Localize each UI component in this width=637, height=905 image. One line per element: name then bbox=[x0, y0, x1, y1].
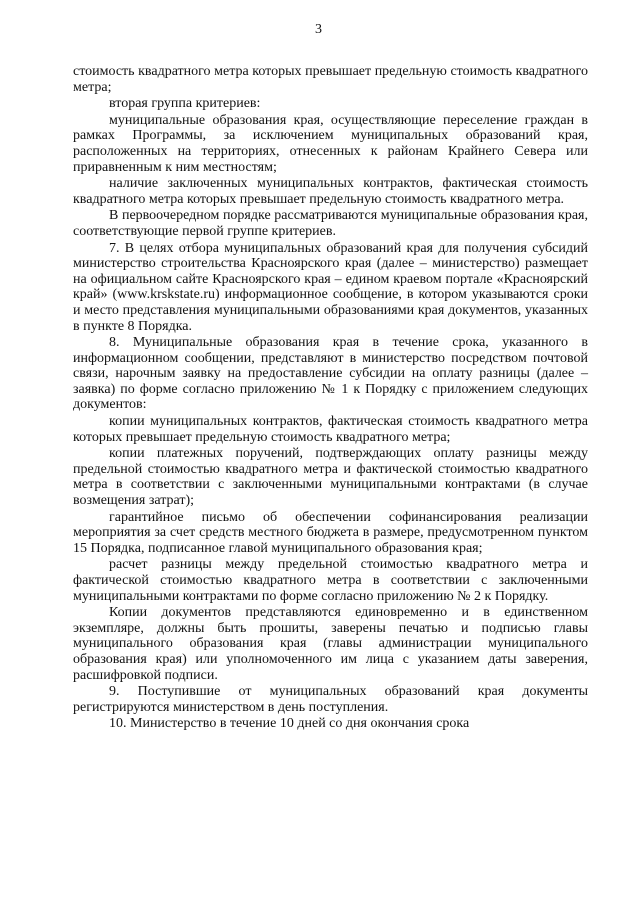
paragraph-6: 7. В целях отбора муниципальных образований края для получения субсидий министерство строительства Красноярского края (далее – министерство) размещает на официальном сайте Красноярского края – едином краевом портале «Красноярский край» (www.krskstate.ru) информационное сообщение, в котором указываются сроки и место представления муниципальными образованиями края документов, указанных в пункте 8 Порядка. bbox=[73, 240, 588, 334]
paragraph-8: копии муниципальных контрактов, фактическая стоимость квадратного метра которых превышает предельную стоимость квадратного метра; bbox=[73, 414, 588, 445]
document-body bbox=[73, 64, 588, 733]
paragraph-10: гарантийное письмо об обеспечении софинансирования реализации мероприятия за счет средств местного бюджета в размере, предусмотренном пунктом 15 Порядка, подписанное главой муниципального образования края; bbox=[73, 509, 588, 556]
paragraph-14: 10. Министерство в течение 10 дней со дня окончания срока bbox=[109, 716, 470, 732]
paragraph-13: 9. Поступившие от муниципальных образований края документы регистрируются министерством в день поступления. bbox=[73, 684, 588, 715]
paragraph-2: вторая группа критериев: bbox=[109, 96, 261, 112]
paragraph-7: 8. Муниципальные образования края в течение срока, указанного в информационном сообщении, представляют в министерство посредством почтовой связи, нарочным заявку на предоставление субсидии на оплату разницы (далее – заявка) по форме согласно приложению № 1 к Порядку с приложением следующих документов: bbox=[73, 335, 588, 413]
paragraph-12: Копии документов представляются единовременно и в единственном экземпляре, должны быть прошиты, заверены печатью и подписью главы муниципального образования края (главы администрации муниципального образования края) или уполномоченного им лица с указанием даты заверения, расшифровкой подписи. bbox=[73, 605, 588, 683]
paragraph-1: стоимость квадратного метра которых превышает предельную стоимость квадратного метра; bbox=[73, 64, 588, 95]
paragraph-3: муниципальные образования края, осуществляющие переселение граждан в рамках Программы, за исключением муниципальных образований края, расположенных на территориях, отнесенных к районам Крайнего Севера или приравненным к ним местностям; bbox=[73, 112, 588, 175]
page-number: 3 bbox=[315, 22, 322, 37]
paragraph-11: расчет разницы между предельной стоимостью квадратного метра и фактической стоимостью квадратного метра в соответствии с заключенными муниципальными контрактами по форме согласно приложению № 2 к Порядку. bbox=[73, 557, 588, 604]
paragraph-9: копии платежных поручений, подтверждающих оплату разницы между предельной стоимостью квадратного метра и фактической стоимостью квадратного метра в соответствии с заключенными муниципальными контрактами (в случае возмещения затрат); bbox=[73, 446, 588, 509]
paragraph-4: наличие заключенных муниципальных контрактов, фактическая стоимость квадратного метра которых превышает предельную стоимость квадратного метра. bbox=[73, 176, 588, 207]
paragraph-5: В первоочередном порядке рассматриваются муниципальные образования края, соответствующие первой группе критериев. bbox=[73, 208, 588, 239]
